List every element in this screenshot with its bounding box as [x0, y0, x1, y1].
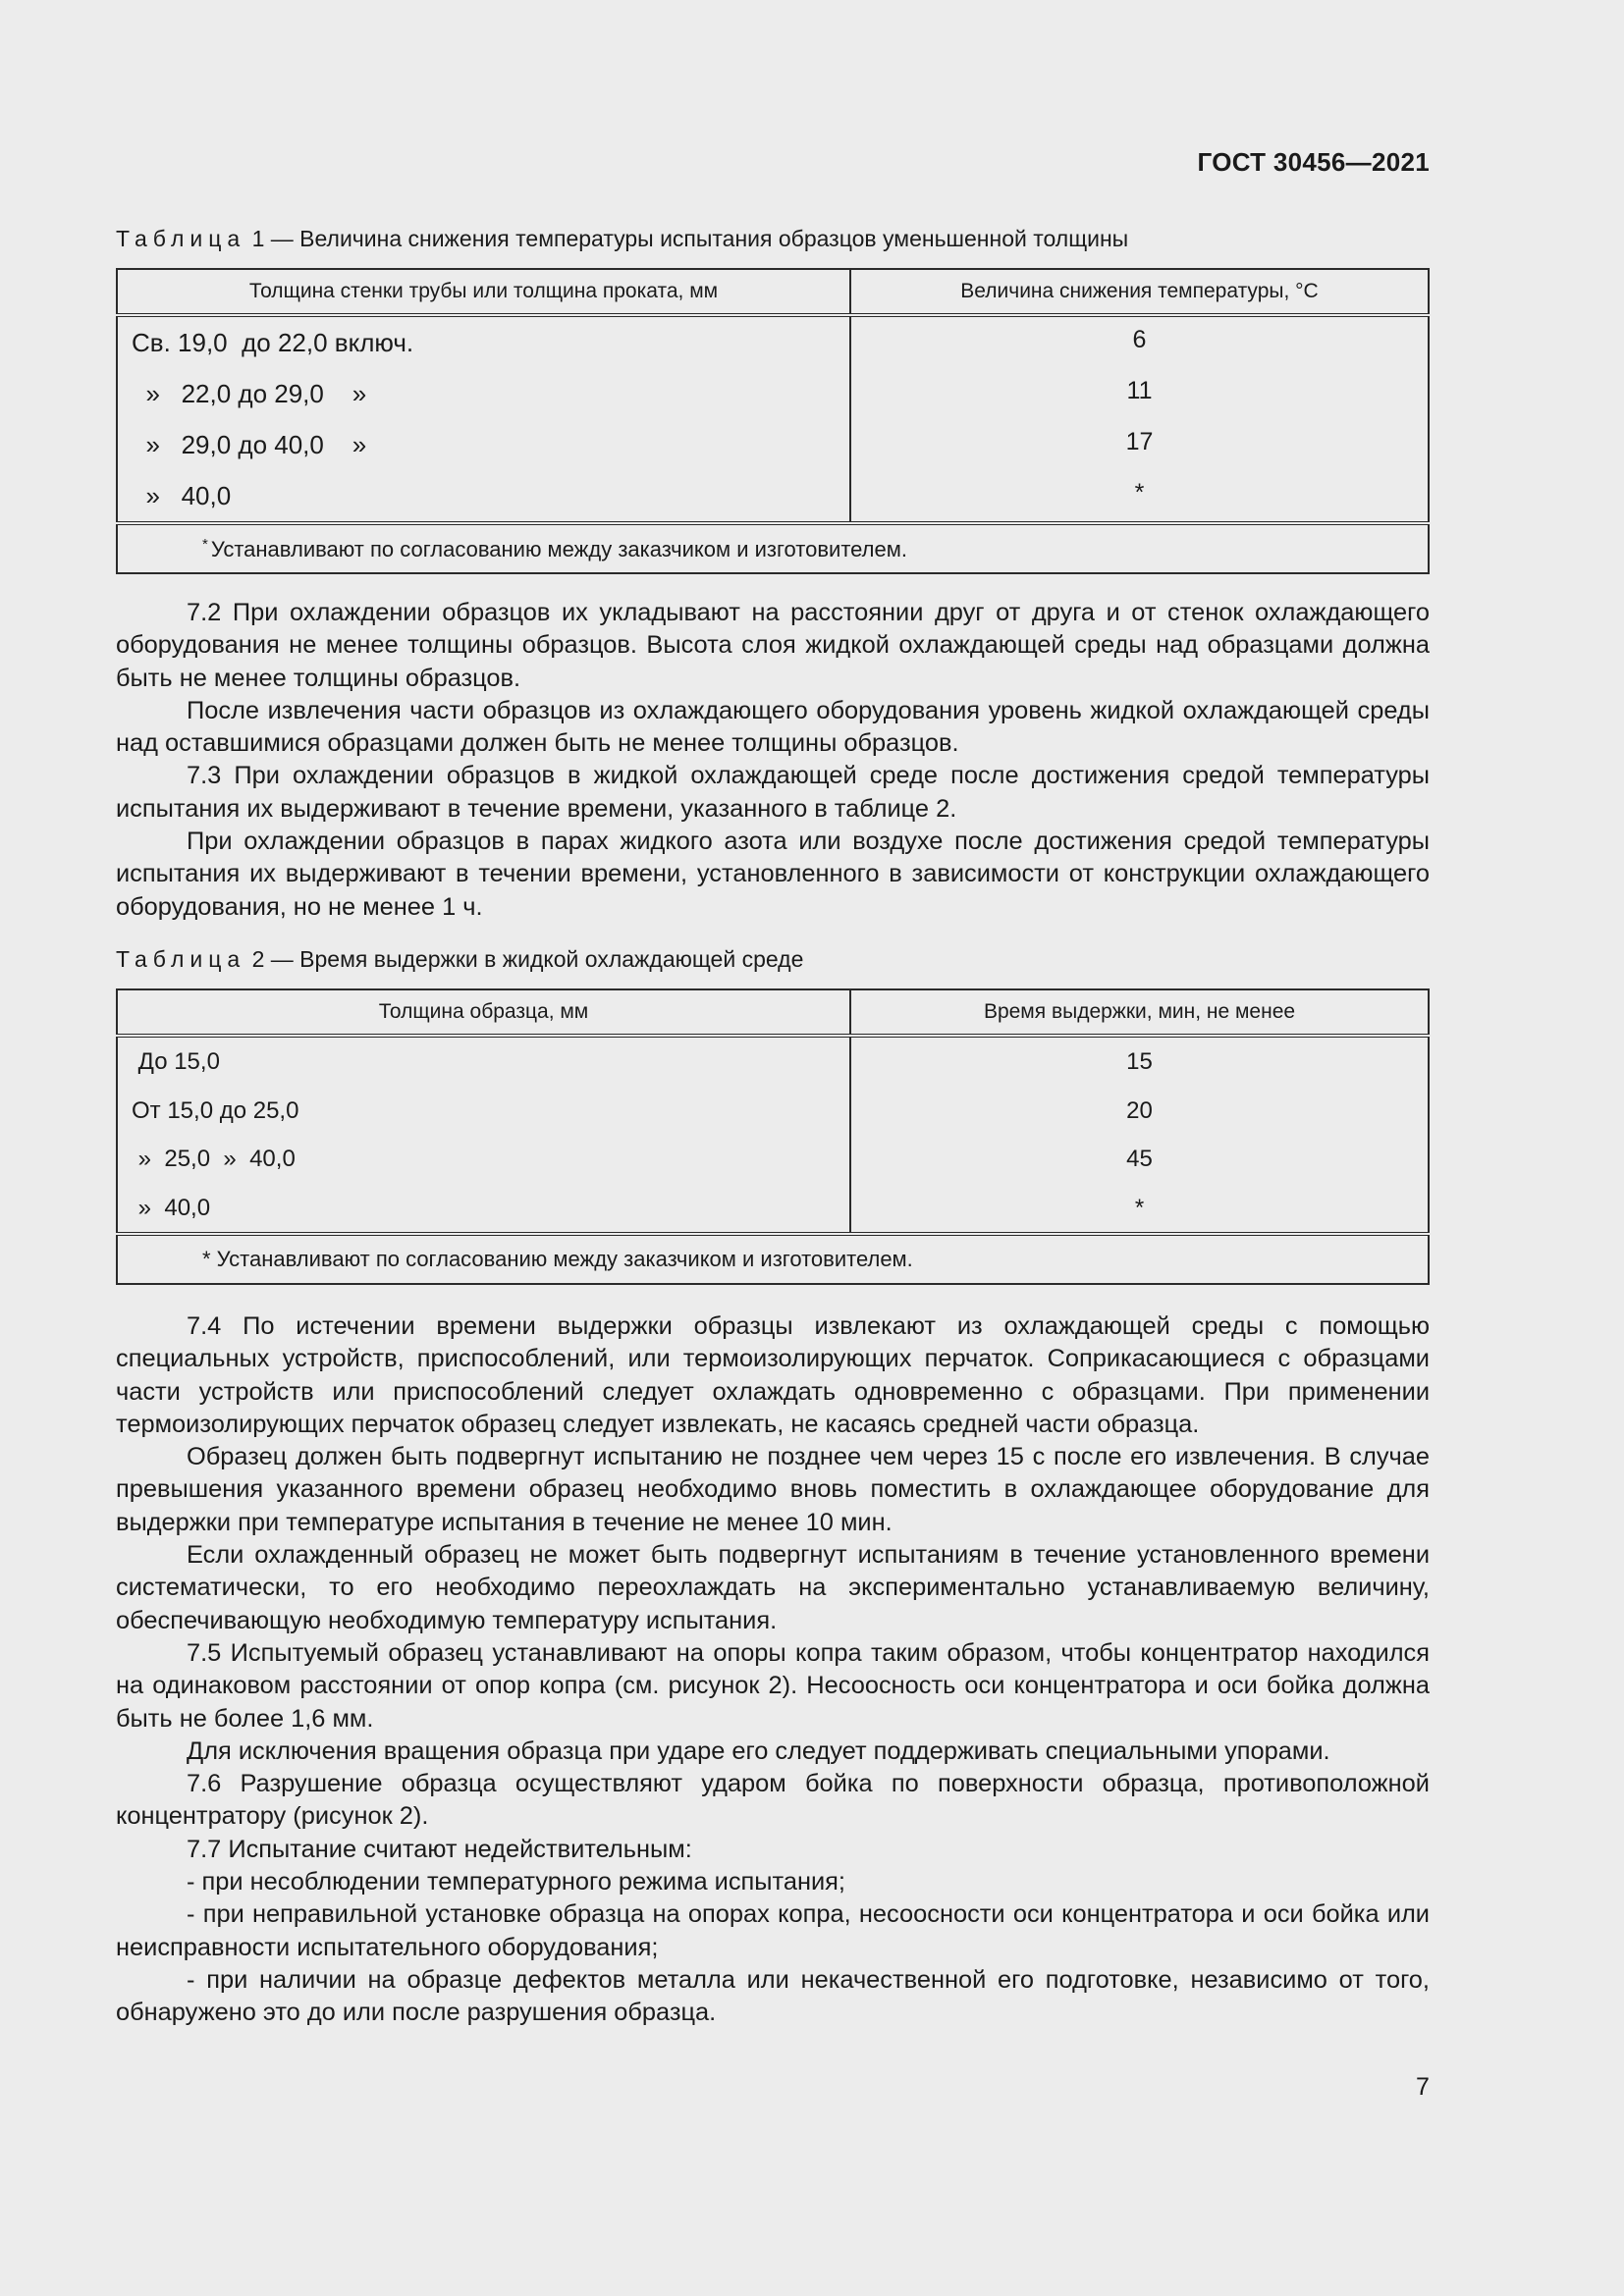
table2-row-thickness: » 25,0 » 40,0	[132, 1146, 296, 1172]
table1-row-value: 6	[1132, 326, 1147, 353]
table1-row-thickness: Св. 19,0 до 22,0 включ.	[132, 328, 414, 357]
table1-caption-text: 1 — Величина снижения температуры испытания образцов уменьшенной толщины	[251, 226, 1129, 251]
table2-row-value: 20	[1126, 1096, 1153, 1124]
paragraph: 7.5 Испытуемый образец устанавливают на опоры копра таким образом, чтобы концентратор находился на одинаковом расстоянии от опор копра (см. рисунок 2). Несоосность оси концентратора и оси бойка должна быть не более 1,6 мм.	[116, 1638, 1430, 1733]
paragraph: При охлаждении образцов в парах жидкого азота или воздухе после достижения средой температуры испытания их выдерживают в течении времени, установленного в зависимости от конструкции охлаждающего оборудования, но не менее 1 ч.	[116, 828, 1430, 921]
paragraph: Для исключения вращения образца при ударе его следует поддерживать специальными упорами.	[187, 1736, 1330, 1765]
table1-row-value: 17	[1125, 428, 1154, 455]
body-text-block-2	[116, 1310, 1430, 2030]
body-text-block-1	[116, 597, 1430, 924]
paragraph: 7.6 Разрушение образца осуществляют ударом бойка по поверхности образца, противоположной концентратору (рисунок 2).	[116, 1770, 1430, 1831]
page-number: 7	[1416, 2073, 1430, 2101]
paragraph: Если охлажденный образец не может быть подвергнут испытаниям в течение установленного времени систематически, то его необходимо переохлаждать на экспериментально устанавливаемую величину, обеспечивающую необходимую температуру испытания.	[116, 1541, 1430, 1634]
table1	[116, 268, 1430, 574]
paragraph: 7.7 Испытание считают недействительным:	[187, 1835, 692, 1863]
table2-caption-text: 2 — Время выдержки в жидкой охлаждающей среде	[251, 946, 804, 972]
table2-caption-word: Таблица	[116, 946, 246, 972]
document-code: ГОСТ 30456—2021	[1197, 147, 1430, 177]
table2-caption	[116, 946, 803, 973]
table2-row-thickness: От 15,0 до 25,0	[132, 1096, 299, 1124]
table2-row-value: 15	[1126, 1048, 1153, 1075]
list-item: - при наличии на образце дефектов металла или некачественной его подготовке, независимо от того, обнаружено это до или после разрушения образца.	[116, 1965, 1430, 2027]
table1-footnote-text: Устанавливают по согласованию между заказчиком и изготовителем.	[210, 536, 907, 561]
table1-value-cell	[850, 315, 1429, 523]
paragraph: 7.4 По истечении времени выдержки образцы извлекают из охлаждающей среды с помощью специальных устройств, приспособлений, или термоизолирующих перчаток. Соприкасающиеся с образцами части устройств или приспособлений следует охлаждать одновременно с образцами. При применении термоизолирующих перчаток образец следует извлекать, не касаясь средней части образца.	[116, 1312, 1430, 1438]
table1-col2-header: Величина снижения температуры, °С	[850, 269, 1429, 315]
table1-thickness-cell	[117, 315, 850, 523]
paragraph: Образец должен быть подвергнут испытанию не позднее чем через 15 с после его извлечения. В случае превышения указанного времени образец необходимо вновь поместить в охлаждающее оборудование для выдержки при температуре испытания в течение не менее 10 мин.	[116, 1443, 1430, 1536]
table1-row-value: 11	[1126, 377, 1153, 404]
table2	[116, 988, 1430, 1285]
table1-row-value: *	[1134, 479, 1145, 507]
table2-row-value: *	[1134, 1194, 1145, 1221]
table1-footnote	[117, 523, 1429, 573]
table2-row-value: 45	[1126, 1146, 1153, 1172]
table2-thickness-cell	[117, 1036, 850, 1234]
table2-value-cell	[850, 1036, 1429, 1234]
list-item: - при несоблюдении температурного режима испытания;	[187, 1868, 845, 1896]
table2-footnote: * Устанавливают по согласованию между заказчиком и изготовителем.	[117, 1234, 1429, 1284]
table1-row-thickness: » 22,0 до 29,0 »	[132, 379, 367, 408]
paragraph: 7.3 При охлаждении образцов в жидкой охлаждающей среде после достижения средой температуры испытания их выдерживают в течение времени, указанного в таблице 2.	[116, 762, 1430, 823]
table2-col1-header: Толщина образца, мм	[117, 989, 850, 1036]
table1-col1-header: Толщина стенки трубы или толщина проката, мм	[117, 269, 850, 315]
table2-row-thickness: До 15,0	[132, 1048, 220, 1075]
table1-footnote-mark: *	[202, 535, 208, 553]
list-item: - при неправильной установке образца на опорах копра, несоосности оси концентратора и оси бойка или неисправности испытательного оборудования;	[116, 1900, 1430, 1961]
table1-row-thickness: » 29,0 до 40,0 »	[132, 430, 367, 459]
table1-caption	[116, 226, 1128, 252]
table2-row-thickness: » 40,0	[132, 1194, 211, 1221]
paragraph: После извлечения части образцов из охлаждающего оборудования уровень жидкой охлаждающей среды над оставшимися образцами должен быть не менее толщины образцов.	[116, 696, 1430, 758]
paragraph: 7.2 При охлаждении образцов их укладывают на расстоянии друг от друга и от стенок охлаждающего оборудования не менее толщины образцов. Высота слоя жидкой охлаждающей среды над образцами должна быть не менее толщины образцов.	[116, 599, 1430, 692]
table2-col2-header: Время выдержки, мин, не менее	[850, 989, 1429, 1036]
table1-caption-word: Таблица	[116, 226, 246, 251]
table1-row-thickness: » 40,0	[132, 481, 232, 510]
